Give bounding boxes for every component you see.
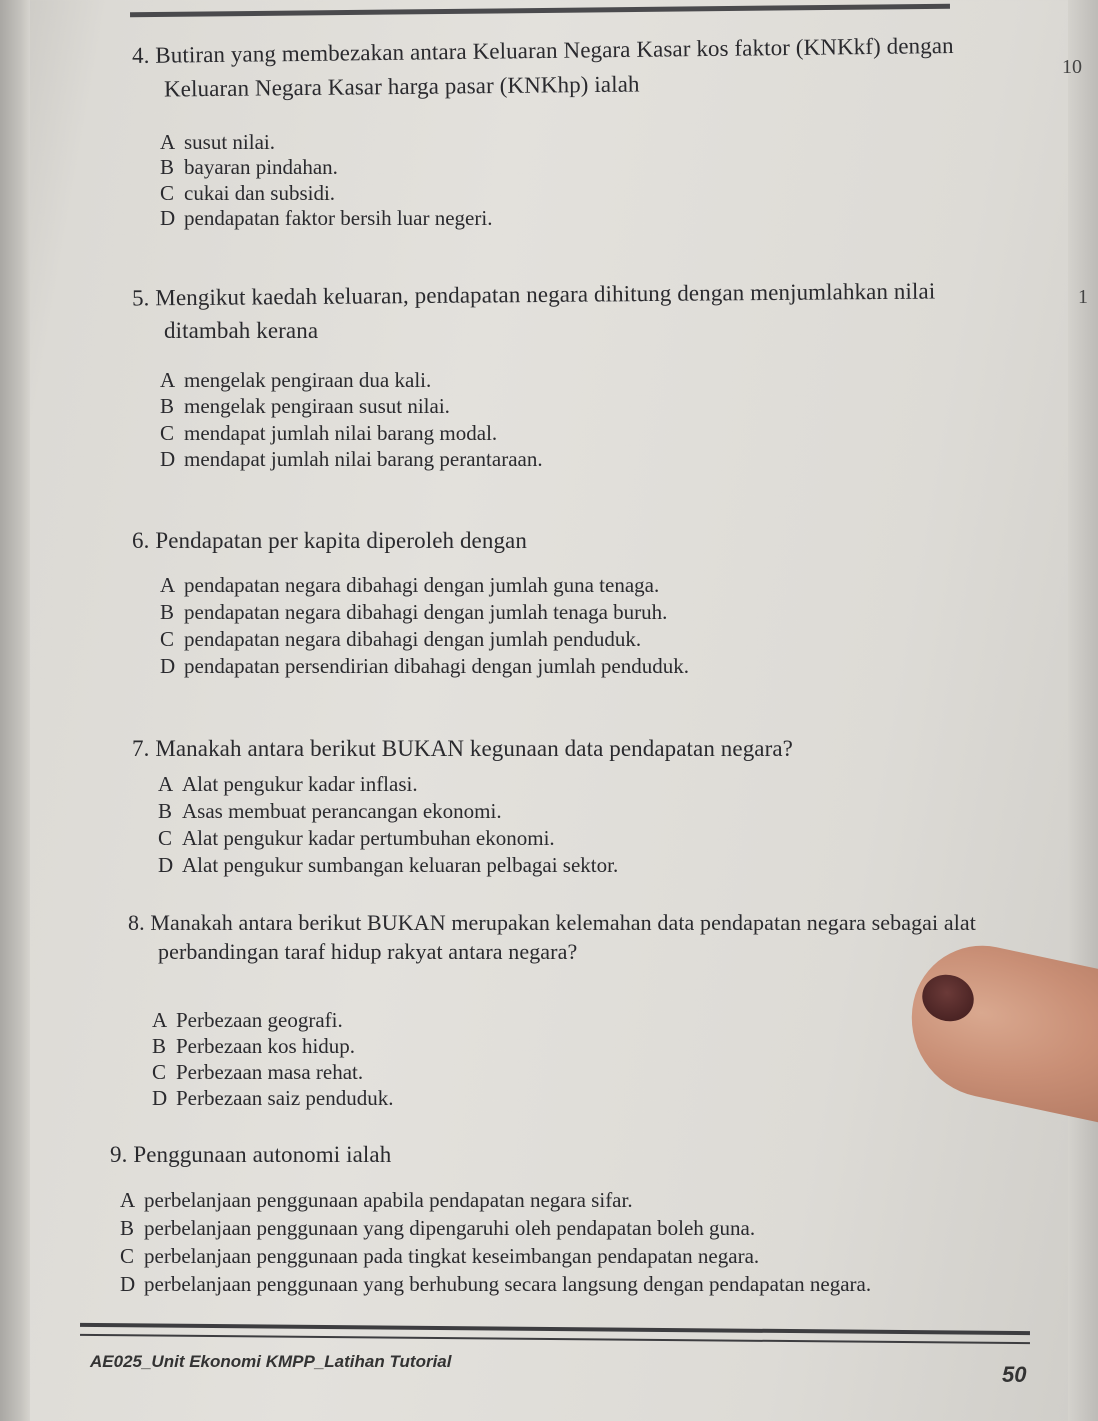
- question-6-number: 6.: [132, 528, 150, 553]
- question-9-text: Penggunaan autonomi ialah: [133, 1142, 392, 1167]
- question-7-option-d: D Alat pengukur sumbangan keluaran pelbagai sektor.: [158, 853, 619, 877]
- question-9-option-c: C perbelanjaan penggunaan pada tingkat keseimbangan pendapatan negara.: [120, 1244, 760, 1268]
- margin-mark-top: 10: [1062, 56, 1082, 78]
- question-5-text: Mengikut kaedah keluaran, pendapatan negara dihitung dengan menjumlahkan nilai: [155, 278, 936, 311]
- right-background-edge: [1068, 0, 1098, 1421]
- question-7-line-1: [132, 736, 793, 762]
- margin-mark-q5: 1: [1078, 286, 1088, 308]
- question-4-option-a: A susut nilai.: [160, 130, 276, 154]
- footer-title: AE025_Unit Ekonomi KMPP_Latihan Tutorial: [90, 1352, 452, 1371]
- question-8-text: Manakah antara berikut BUKAN merupakan kelemahan data pendapatan negara sebagai alat: [150, 910, 977, 935]
- question-9-option-b: B perbelanjaan penggunaan yang dipengaruhi oleh pendapatan boleh guna.: [120, 1216, 756, 1240]
- question-8-option-d: D Perbezaan saiz penduduk.: [152, 1086, 394, 1110]
- left-page-edge: [0, 0, 30, 1421]
- question-9-option-a: A perbelanjaan penggunaan apabila pendapatan negara sifar.: [120, 1188, 633, 1212]
- question-4-option-d: D pendapatan faktor bersih luar negeri.: [160, 206, 493, 230]
- question-8-option-a: A Perbezaan geografi.: [152, 1008, 343, 1032]
- question-5-line-2: ditambah kerana: [164, 318, 319, 343]
- question-6-text: Pendapatan per kapita diperoleh dengan: [155, 528, 527, 553]
- question-6-option-d: D pendapatan persendirian dibahagi dengan jumlah penduduk.: [160, 654, 690, 678]
- question-5-option-b: B mengelak pengiraan susut nilai.: [160, 394, 450, 418]
- question-4-text: Butiran yang membezakan antara Keluaran Negara Kasar kos faktor (KNKkf) dengan: [155, 32, 954, 68]
- question-9-line-1: [110, 1142, 391, 1168]
- question-8-line-2: perbandingan taraf hidup rakyat antara negara?: [158, 939, 578, 964]
- question-8-option-c: C Perbezaan masa rehat.: [152, 1060, 364, 1084]
- question-8-line-1: [128, 910, 976, 936]
- question-9-option-d: D perbelanjaan penggunaan yang berhubung secara langsung dengan pendapatan negara.: [120, 1272, 872, 1296]
- question-6-option-c: C pendapatan negara dibahagi dengan jumlah penduduk.: [160, 627, 642, 651]
- question-7-option-a: A Alat pengukur kadar inflasi.: [158, 772, 418, 796]
- question-6-line-1: [132, 528, 527, 554]
- page-number: 50: [1002, 1362, 1027, 1387]
- question-8-number: 8.: [128, 910, 145, 935]
- footer-rule-thin: [80, 1334, 1030, 1344]
- question-5-number: 5.: [131, 285, 150, 311]
- question-7-number: 7.: [132, 736, 150, 761]
- question-8-option-b: B Perbezaan kos hidup.: [152, 1034, 356, 1058]
- question-4-line-1: [132, 33, 954, 69]
- question-5-option-c: C mendapat jumlah nilai barang modal.: [160, 421, 498, 445]
- question-7-text: Manakah antara berikut BUKAN kegunaan data pendapatan negara?: [155, 736, 793, 761]
- question-6-option-b: B pendapatan negara dibahagi dengan jumlah tenaga buruh.: [160, 600, 668, 624]
- finger-photo-element: [897, 933, 1098, 1128]
- question-4-number: 4.: [131, 42, 150, 69]
- question-7-option-b: B Asas membuat perancangan ekonomi.: [158, 799, 502, 823]
- question-4-option-c: C cukai dan subsidi.: [160, 181, 336, 205]
- question-5-option-d: D mendapat jumlah nilai barang perantaraan.: [160, 447, 543, 471]
- question-4-line-2: Keluaran Negara Kasar harga pasar (KNKhp) ialah: [163, 71, 640, 102]
- question-6-option-a: A pendapatan negara dibahagi dengan jumlah guna tenaga.: [160, 573, 660, 597]
- top-rule: [130, 4, 950, 18]
- question-9-number: 9.: [110, 1142, 128, 1167]
- footer-rule-thick: [80, 1323, 1030, 1335]
- question-5-line-1: [132, 278, 935, 311]
- question-5-option-a: A mengelak pengiraan dua kali.: [160, 368, 432, 392]
- question-7-option-c: C Alat pengukur kadar pertumbuhan ekonomi.: [158, 826, 555, 850]
- question-4-option-b: B bayaran pindahan.: [160, 155, 338, 179]
